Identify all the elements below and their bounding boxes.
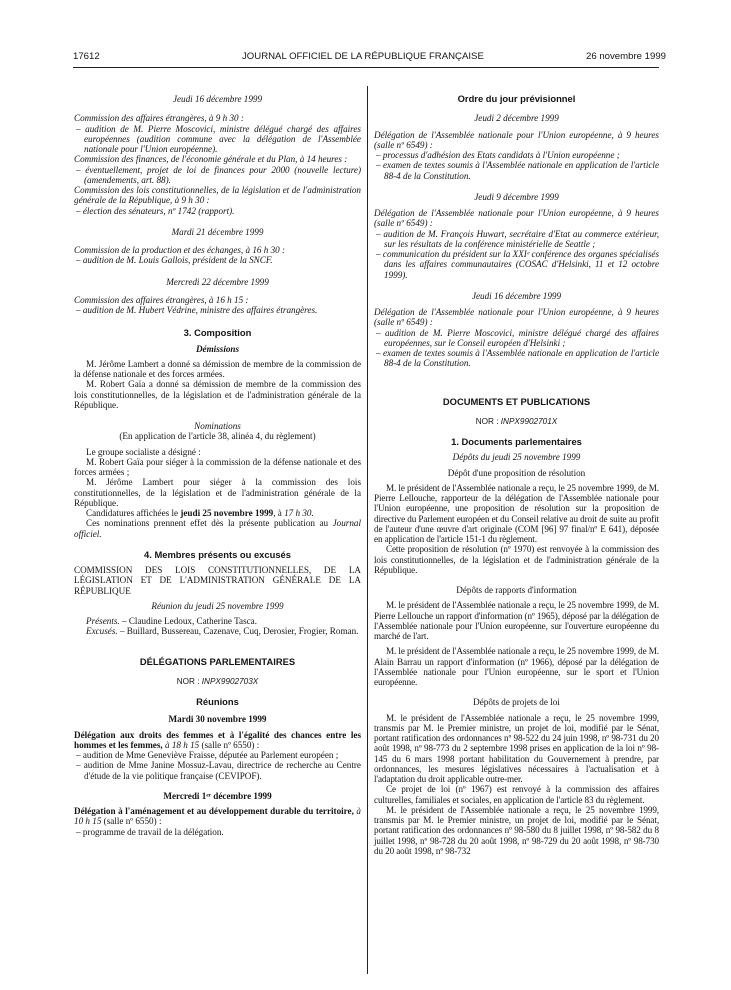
date-heading: Mercredi 22 décembre 1999 <box>166 276 269 287</box>
page-header <box>0 51 731 67</box>
agenda-item: – audition de M. François Huwart, secrétaire d'Etat au commerce extérieur, sur les résultats de la conférence ministérielle de Seattle ; <box>376 228 659 249</box>
paragraph: M. le président de l'Assemblée nationale a reçu, le 25 novembre 1999, de M. Pierre Lellouche un rapport d'information (nº 1965), déposé par la délégation de l'Assemblée nationale pour l'Union européenne, sur l'ouverture européenne du marché de l'art. <box>374 600 659 641</box>
date-heading: Jeudi 16 décembre 1999 <box>172 94 263 104</box>
paragraph: M. Jérôme Lambert a donné sa démission de membre de la commission de la défense nationale et des forces armées. <box>74 358 361 379</box>
regulation-reference: (En application de l'article 38, alinéa 4, du règlement) <box>119 431 316 442</box>
agenda-item: – audition de M. Pierre Moscovici, ministre délégué chargé des affaires européennes (audition commune avec la délégation de l'Assemblée nationale pour l'Union européenne). <box>76 123 361 154</box>
delegation-line: Délégation de l'Assemblée nationale pour l'Union européenne, à 9 heures (salle nº 6549) : <box>374 208 659 229</box>
agenda-item: – audition de Mme Janine Mossuz-Lavau, directrice de recherche au Centre d'étude de la vie politique française (CEVIPOF). <box>76 760 361 781</box>
agenda-item: – processus d'adhésion des Etats candidats à l'Union européenne ; <box>376 150 620 160</box>
subheading: Dépôts de projets de loi <box>473 697 560 708</box>
date-heading: Mardi 30 novembre 1999 <box>168 714 267 725</box>
present-members: Présents. – Claudine Ledoux, Catherine Tasca. <box>86 616 258 626</box>
delegation-line: Délégation aux droits des femmes et à l'égalité des chances entre les hommes et les femmes, à 18 h 15 (salle nº 6550) : <box>74 729 361 750</box>
header-rule <box>73 67 659 68</box>
commission-line: Commission des affaires étrangères, à 9 h 30 : <box>74 113 244 124</box>
meeting-date: Réunion du jeudi 25 novembre 1999 <box>151 600 284 611</box>
agenda-item: – examen de textes soumis à l'Assemblée nationale en application de l'article 88-4 de la Constitution. <box>376 348 659 369</box>
commission-line: Commission des lois constitutionnelles, de la législation et de l'administration générale de la République, à 9 h 30 : <box>74 185 361 206</box>
nor-code: INPX9902701X <box>500 416 558 426</box>
subsection-title: Démissions <box>195 343 240 354</box>
date-heading: Jeudi 9 décembre 1999 <box>474 191 559 202</box>
section-title: Ordre du jour prévisionnel <box>457 93 576 104</box>
commission-line: Commission de la production et des échanges, à 16 h 30 : <box>74 245 286 255</box>
paragraph: M. Robert Gaïa pour siéger à la commission de la défense nationale et des forces armées ; <box>74 456 361 477</box>
agenda-item: – audition de M. Louis Gallois, président de la SNCF. <box>76 255 273 266</box>
paragraph: Ce projet de loi (nº 1967) est renvoyé à la commission des affaires culturelles, familiales et sociales, en application de l'article 83 du règlement. <box>374 784 659 805</box>
date-heading: Mardi 21 décembre 1999 <box>171 226 264 237</box>
nor-code: INPX9902703X <box>201 676 259 686</box>
paragraph: M. le président de l'Assemblée nationale a reçu, le 25 novembre 1999, de M. Pierre Lellouche, rapporteur de la délégation de l'Assemblée nationale pour l'Union européenne, une proposition de résolution sur la proposition de directive du Parlement européen et du Conseil relative au droit de suite au profit de l'auteur d'une œuvre d'art originale (COM [96] 97 final/nº E 641), déposée en application de l'article 151-1 du règlement. <box>374 482 659 544</box>
issue-date: 26 novembre 1999 <box>586 51 667 62</box>
date-heading: Mercredi 1ᵉʳ décembre 1999 <box>163 790 272 801</box>
nor-label: NOR : <box>475 416 501 426</box>
excused-members: Excusés. – Buillard, Bussereau, Cazenave, Cuq, Derosier, Frogier, Roman. <box>86 626 359 637</box>
paragraph: Cette proposition de résolution (nº 1970) est renvoyée à la commission des lois constitutionnelles, de la législation et de l'administration générale de la République. <box>374 544 659 575</box>
paragraph: M. le président de l'Assemblée nationale a reçu, le 25 novembre 1999, transmis par M. le Premier ministre, un projet de loi, modifié par le Sénat, portant ratification des ordonnances nº 98-580 du 8 juillet 1998, nº 98-582 du 8 juillet 1998, nº 98-728 du 20 août 1998, nº 98-729 du 20 août 1998, nº 98-730 du 20 août 1998, nº 98-732 <box>374 804 659 856</box>
nor-reference <box>374 417 659 427</box>
agenda-item: – audition de M. Hubert Védrine, ministre des affaires étrangères. <box>76 305 318 315</box>
subsection-title: Nominations <box>194 421 241 431</box>
agenda-item: – examen de textes soumis à l'Assemblée nationale en application de l'article 88-4 de la Constitution. <box>376 160 659 181</box>
agenda-item: – élection des sénateurs, nº 1742 (rapport). <box>76 205 235 216</box>
agenda-item: – programme de travail de la délégation. <box>76 826 224 837</box>
paragraph: M. Robert Gaïa a donné sa démission de membre de la commission des lois constitutionnelles, de la législation et de l'administration générale de la République. <box>74 379 361 410</box>
commission-name: COMMISSION DES LOIS CONSTITUTIONNELLES, DE LA LÉGISLATION ET DE L'ADMINISTRATION GÉNÉRALE DE LA RÉPUBLIQUE <box>74 565 361 596</box>
delegation-line: Délégation à l'aménagement et au développement durable du territoire, à 10 h 15 (salle nº 6550) : <box>74 806 361 827</box>
section-title: DOCUMENTS ET PUBLICATIONS <box>442 395 591 407</box>
agenda-item: – audition de M. Pierre Moscovici, ministre délégué chargé des affaires européennes, sur le Conseil européen d'Helsinki ; <box>376 327 659 348</box>
left-column <box>74 94 361 837</box>
subsection-title: 1. Documents parlementaires <box>451 436 582 447</box>
paragraph: M. le président de l'Assemblée nationale a reçu, le 25 novembre 1999, de M. Alain Barrau un rapport d'information (nº 1966), déposé par la délégation de l'Assemblée nationale pour l'Union européenne, sur le sport et l'Union européenne. <box>374 646 659 687</box>
agenda-item: – communication du président sur la XXIᵉ conférence des organes spécialisés dans les affaires communautaires (COSAC d'Helsinki, 11 et 12 octobre 1999). <box>376 249 659 280</box>
subheading: Dépôt d'une proposition de résolution <box>447 467 586 478</box>
paragraph: Le groupe socialiste a désigné : <box>86 446 201 457</box>
column-rule <box>367 86 368 974</box>
right-column <box>374 94 659 856</box>
effect-line: Ces nominations prennent effet dès la présente publication au Journal officiel. <box>74 518 361 539</box>
agenda-item: – éventuellement, projet de loi de finances pour 2000 (nouvelle lecture) (amendements, art. 88). <box>76 164 361 185</box>
date-heading: Dépôts du jeudi 25 novembre 1999 <box>452 452 581 463</box>
section-title: DÉLÉGATIONS PARLEMENTAIRES <box>139 655 296 667</box>
commission-line: Commission des finances, de l'économie générale et du Plan, à 14 heures : <box>74 154 348 165</box>
delegation-line: Délégation de l'Assemblée nationale pour l'Union européenne, à 9 heures (salle nº 6549) : <box>374 129 659 150</box>
date-heading: Jeudi 2 décembre 1999 <box>474 113 559 124</box>
journal-title: JOURNAL OFFICIEL DE LA RÉPUBLIQUE FRANÇAISE <box>242 51 484 62</box>
delegation-line: Délégation de l'Assemblée nationale pour l'Union européenne, à 9 heures (salle nº 6549) : <box>374 307 659 328</box>
page-number: 17612 <box>73 51 100 62</box>
section-title: 3. Composition <box>183 327 252 339</box>
nor-reference <box>74 677 361 687</box>
paragraph: M. Jérôme Lambert pour siéger à la commission des lois constitutionnelles, de la législation et de l'administration générale de la République. <box>74 477 361 508</box>
candidatures-line: Candidatures affichées le jeudi 25 novembre 1999, à 17 h 30. <box>86 508 314 518</box>
paragraph: M. le président de l'Assemblée nationale a reçu, le 25 novembre 1999, transmis par M. le Premier ministre, un projet de loi, modifié par le Sénat, portant ratification des ordonnances nº 98-522 du 24 juin 1998, nº 98-731 du 20 août 1998, nº 98-773 du 2 septembre 1998 prises en application de la loi nº 98-145 du 6 mars 1998 portant habilitation du Gouvernement à prendre, par ordonnances, les mesures législatives nécessaires à l'actualisation et à l'adaptation du droit applicable outre-mer. <box>374 712 659 784</box>
agenda-item: – audition de Mme Geneviève Fraisse, députée au Parlement européen ; <box>76 750 339 760</box>
date-heading: Jeudi 16 décembre 1999 <box>471 290 562 301</box>
section-title: 4. Membres présents ou excusés <box>144 548 291 560</box>
subheading: Dépôts de rapports d'information <box>456 585 577 595</box>
commission-line: Commission des affaires étrangères, à 16 h 15 : <box>74 294 249 305</box>
subsection-title: Réunions <box>196 696 239 707</box>
nor-label: NOR : <box>176 676 202 686</box>
